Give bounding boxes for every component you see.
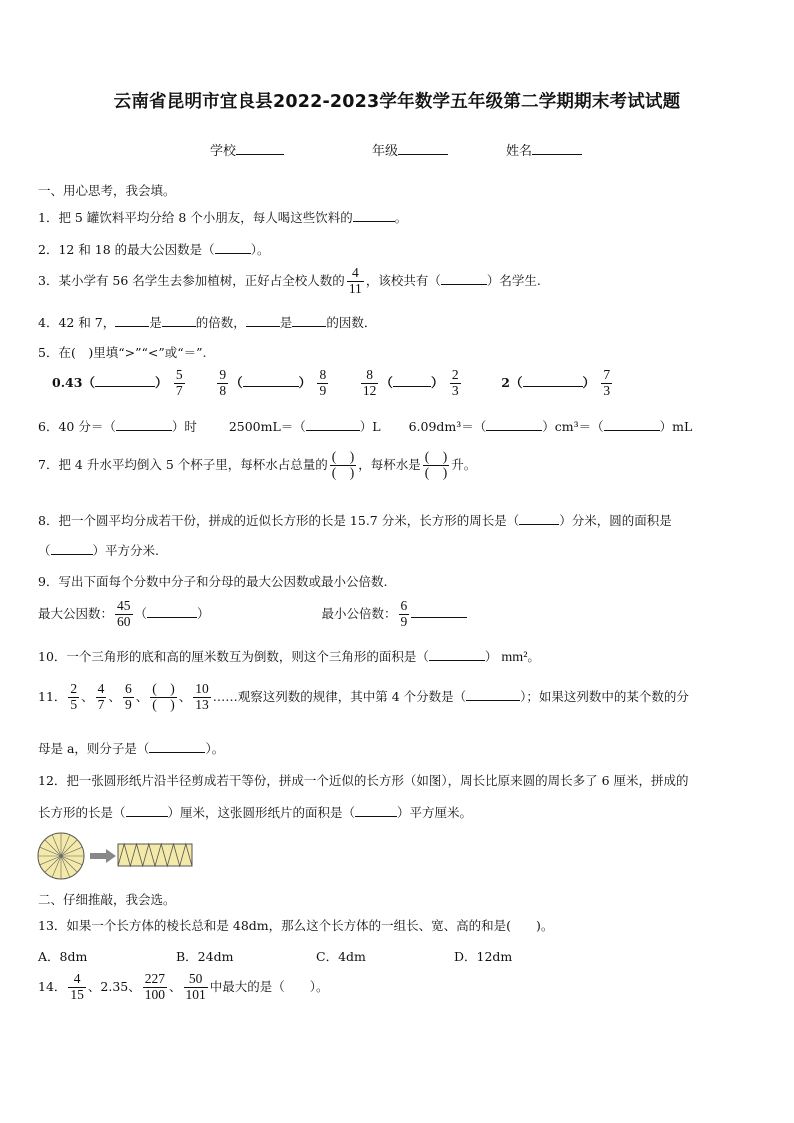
question-11-cont: 母是 a，则分子是（ ）。 (38, 741, 225, 756)
option-a: A．8dm (38, 949, 88, 964)
question-4: 4．42 和 7， 是 的倍数， 是 的因数． (38, 315, 377, 330)
arrow-icon (90, 849, 116, 863)
question-9: 9．写出下面每个分数中分子和分母的最大公因数或最小公倍数. (38, 574, 388, 589)
section-2-heading: 二、仔细推敲，我会选。 (38, 892, 176, 907)
question-12: 12．把一张圆形纸片沿半径剪成若干等份，拼成一个近似的长方形（如图），周长比原来圆的周长多了 6 厘米，拼成的 (38, 773, 689, 788)
segmented-circle (38, 833, 84, 879)
circle-to-rectangle-figure (36, 832, 196, 882)
approx-rectangle (118, 844, 192, 866)
question-9-row: 最大公因数： $\frac{45}{60}$ （ ） 最小公倍数： $\frac{6}{9}$ (38, 599, 467, 630)
fraction: $\frac{4}{11}$ (348, 265, 362, 296)
question-11: 11． $\frac{2}{5}$ 、 $\frac{4}{7}$ 、 $\frac{6}{9}$ 、 $\frac{( )}{( )}$ 、 $\frac{10}{13}$ ……观察这列数的规律，其中第 4 个分数是（ ）；如果这列数中的某个数的分 (38, 681, 689, 712)
question-5: 5．在( )里填“>”“<”或“＝”. (38, 345, 207, 360)
question-12-cont: 长方形的长是（ ）厘米，这张圆形纸片的面积是（ ）平方厘米。 (38, 805, 473, 820)
question-1: 1．把 5 罐饮料平均分给 8 个小朋友，每人喝这些饮料的 。 (38, 210, 408, 225)
section-1-heading: 一、用心思考，我会填。 (38, 183, 176, 198)
question-2: 2．12 和 18 的最大公因数是（ ）。 (38, 242, 270, 257)
question-8: 8．把一个圆平均分成若干份，拼成的近似长方形的长是 15.7 分米，长方形的周长是（ ）分米，圆的面积是 (38, 513, 672, 528)
question-7: 7．把 4 升水平均倒入 5 个杯子里，每杯水占总量的 $\frac{( )}{( )}$ ，每杯水是 $\frac{( )}{( )}$ 升。 (38, 449, 477, 480)
question-6: 6．40 分＝（ ）时 2500mL＝（ ）L 6.09dm³＝（ ）cm³＝（ ）mL (38, 419, 693, 434)
option-c: C．4dm (316, 949, 366, 964)
school-field: 学校 (210, 140, 284, 159)
grade-field: 年级 (372, 140, 448, 159)
question-13: 13．如果一个长方体的棱长总和是 48dm，那么这个长方体的一组长、宽、高的和是( )。 (38, 918, 554, 933)
option-b: B．24dm (176, 949, 234, 964)
name-field: 姓名 (506, 140, 582, 159)
question-14: 14． $\frac{4}{15}$ 、2.35、 $\frac{227}{100}$ 、 $\frac{50}{101}$ 中最大的是（ ）。 (38, 971, 329, 1002)
option-d: D．12dm (454, 949, 513, 964)
page-title: 云南省昆明市宜良县2022-2023学年数学五年级第二学期期末考试试题 (113, 92, 681, 112)
question-10: 10．一个三角形的底和高的厘米数互为倒数，则这个三角形的面积是（ ） mm²。 (38, 649, 540, 665)
question-5-row: 0.43（ ） $\frac{5}{7}$ $\frac{9}{8}$ （ ） $\frac{8}{9}$ $\frac{8}{12}$ （ ） $\frac{2}{3}$ 2（ ） $\frac{7}{3}$ (52, 367, 611, 398)
question-8-cont: （ ）平方分米. (38, 543, 159, 558)
question-3: 3．某小学有 56 名学生去参加植树，正好占全校人数的 $\frac{4}{11}$ ，该校共有（ ）名学生. (38, 265, 541, 296)
